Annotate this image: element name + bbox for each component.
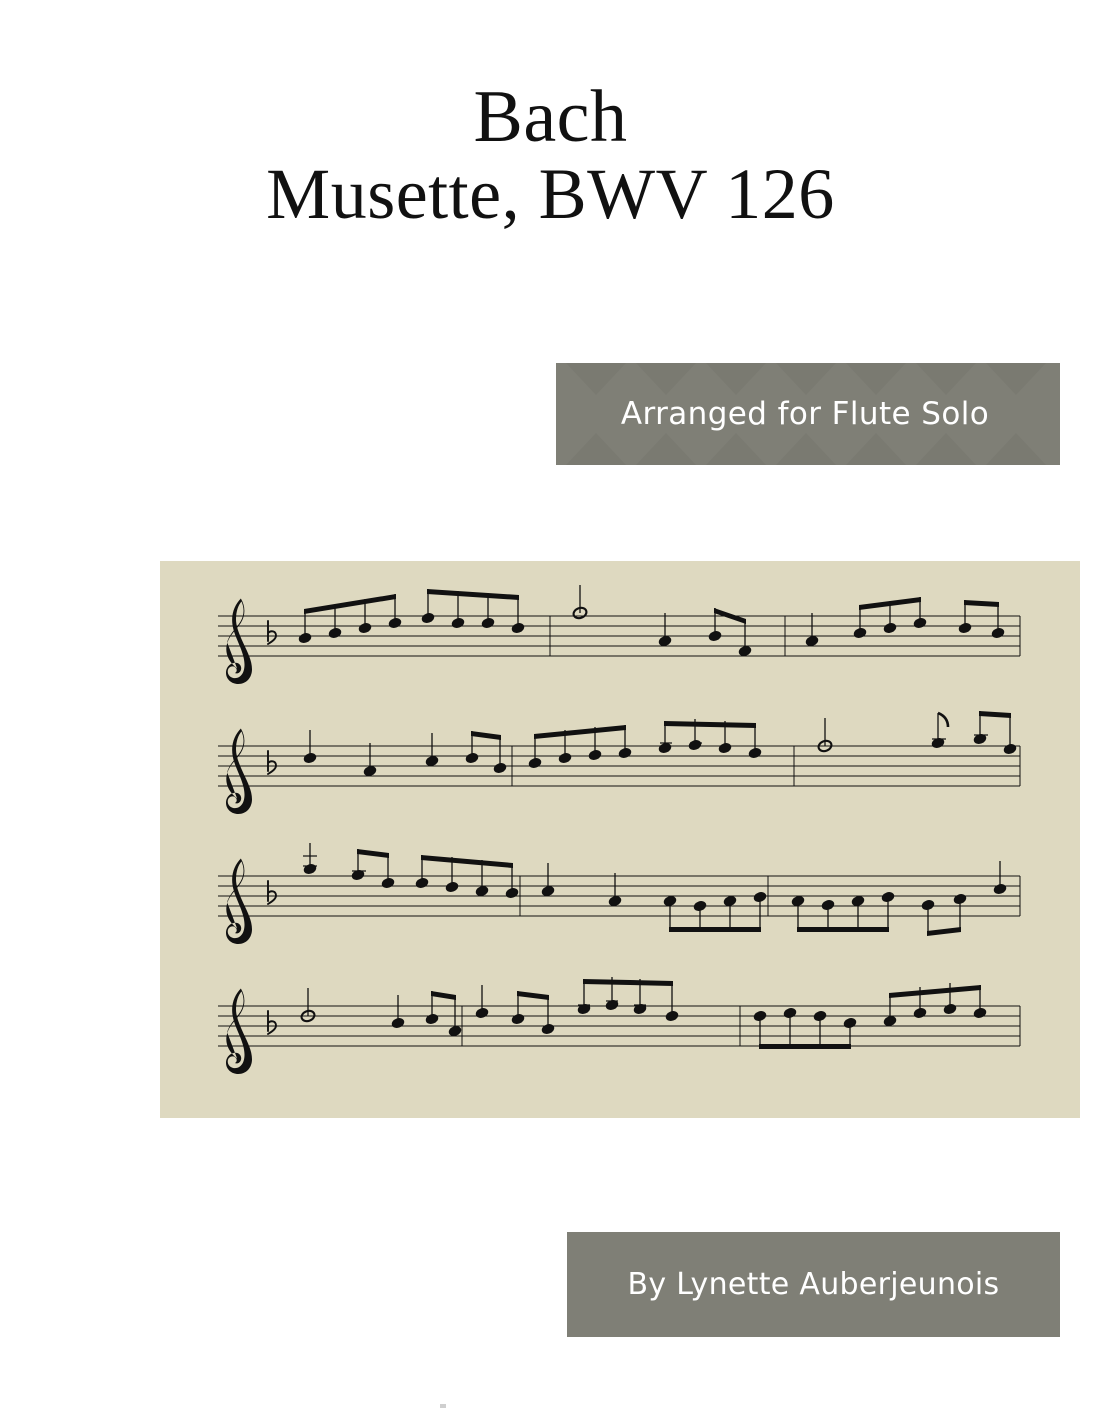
music-staves [160,561,1080,1118]
author-credit: By Lynette Auberjeunois [627,1267,1000,1302]
subtitle-banner [556,363,1060,465]
subtitle-text: Arranged for Flute Solo [620,396,990,432]
music-score-panel [160,561,1080,1118]
footer-mark [440,1404,446,1408]
title-line-work: Musette, BWV 126 [266,154,835,235]
author-banner [567,1232,1060,1337]
title-line-composer: Bach [473,76,628,158]
page-title [0,78,1101,233]
